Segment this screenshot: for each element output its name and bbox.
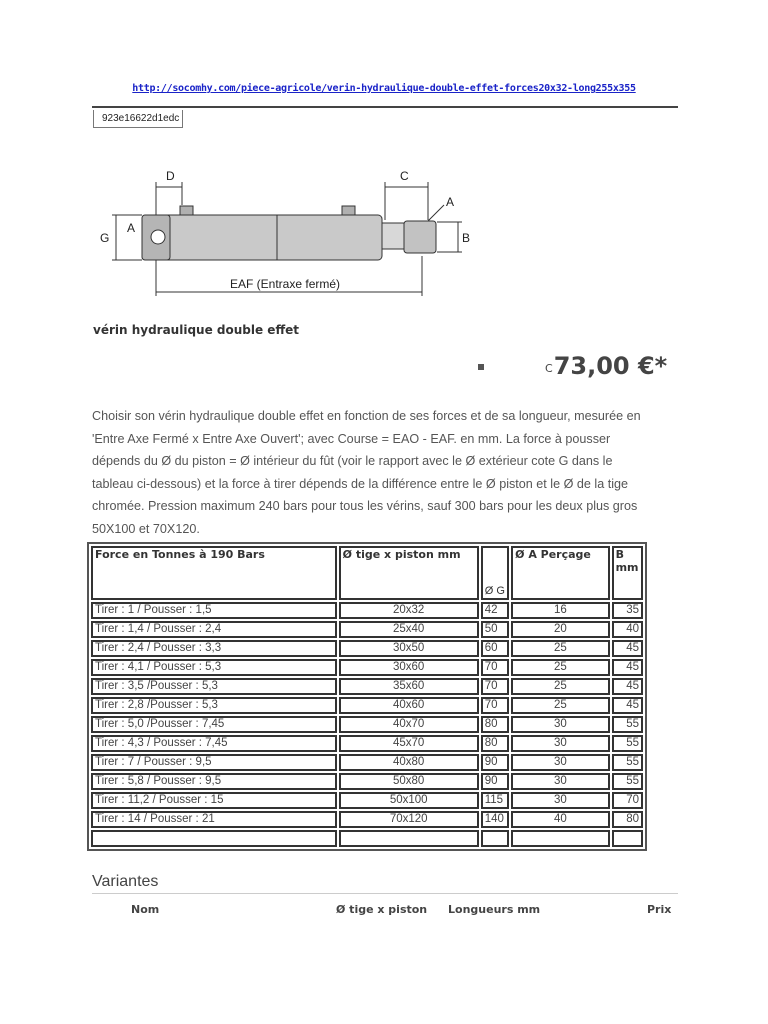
cell-tige-piston (339, 830, 479, 847)
cell-a-percage: 30 (511, 792, 609, 809)
table-row (91, 811, 643, 828)
cell-g: 60 (481, 640, 509, 657)
label-g: G (100, 231, 110, 245)
table-row (91, 678, 643, 695)
description-line: tableau ci-dessous) et la force à tirer dépends de la différence entre le Ø piston et le Ø de la tige (92, 476, 629, 491)
spec-table-body (91, 602, 643, 847)
cell-tige-piston: 40x80 (339, 754, 479, 771)
description-line: chromée. Pression maximum 240 bars pour tous les vérins, sauf 300 bars pour les deux plus gros (92, 499, 638, 513)
cell-b: 45 (612, 659, 643, 676)
cylinder-barrel (142, 215, 382, 260)
cell-a-percage: 16 (511, 602, 609, 619)
cell-a-percage: 30 (511, 735, 609, 752)
cell-tige-piston: 50x80 (339, 773, 479, 790)
label-c: C (400, 169, 409, 183)
cell-a-percage: 25 (511, 640, 609, 657)
variantes-divider (92, 893, 678, 894)
variantes-col-tige[interactable]: Ø tige x piston (336, 903, 428, 916)
price-block (545, 352, 667, 380)
table-row (91, 792, 643, 809)
table-row (91, 621, 643, 638)
table-row (91, 697, 643, 714)
top-divider (92, 106, 678, 108)
cell-g: 90 (481, 773, 509, 790)
port-right (342, 206, 355, 215)
cell-tige-piston: 20x32 (339, 602, 479, 619)
cell-force: Tirer : 2,4 / Pousser : 3,3 (91, 640, 337, 657)
header-tige-piston: Ø tige x piston mm (339, 546, 479, 600)
cell-force: Tirer : 5,8 / Pousser : 9,5 (91, 773, 337, 790)
cell-force: Tirer : 3,5 /Pousser : 5,3 (91, 678, 337, 695)
cell-tige-piston: 45x70 (339, 735, 479, 752)
description-line: dépends du Ø du piston = Ø intérieur du fût (voir le rapport avec le Ø extérieur cote G dans le (92, 454, 613, 468)
cell-tige-piston: 30x50 (339, 640, 479, 657)
cell-g (481, 830, 509, 847)
cell-force (91, 830, 337, 847)
cell-g: 42 (481, 602, 509, 619)
cell-force: Tirer : 4,1 / Pousser : 5,3 (91, 659, 337, 676)
cell-b: 45 (612, 678, 643, 695)
cell-b: 40 (612, 621, 643, 638)
cell-b (612, 830, 643, 847)
rod-eye (404, 221, 436, 253)
description-line: 50X100 et 70X120. (92, 521, 200, 536)
cell-a-percage: 30 (511, 773, 609, 790)
variantes-col-nom[interactable]: Nom (131, 903, 160, 916)
cell-tige-piston: 70x120 (339, 811, 479, 828)
cell-force: Tirer : 11,2 / Pousser : 15 (91, 792, 337, 809)
cell-tige-piston: 25x40 (339, 621, 479, 638)
cell-b: 55 (612, 735, 643, 752)
cell-a-percage (511, 830, 609, 847)
cell-g: 115 (481, 792, 509, 809)
cell-g: 80 (481, 716, 509, 733)
cell-a-percage: 25 (511, 697, 609, 714)
cell-a-percage: 40 (511, 811, 609, 828)
cell-a-percage: 25 (511, 678, 609, 695)
description-line: Choisir son vérin hydraulique double effet en fonction de ses forces et de sa longueur, mesurée en (92, 409, 641, 423)
table-row (91, 602, 643, 619)
port-left (180, 206, 193, 215)
header-force: Force en Tonnes à 190 Bars (91, 546, 337, 600)
spec-table-header (91, 546, 643, 600)
header-a-percage: Ø A Perçage (511, 546, 609, 600)
cell-g: 90 (481, 754, 509, 771)
table-row (91, 830, 643, 847)
cell-b: 55 (612, 773, 643, 790)
table-row (91, 659, 643, 676)
description-line: 'Entre Axe Fermé x Entre Axe Ouvert'; avec Course = EAO - EAF. en mm. La force à pousser (92, 431, 611, 446)
table-row (91, 716, 643, 733)
cell-tige-piston: 40x70 (339, 716, 479, 733)
header-b: B mm (612, 546, 643, 600)
cell-a-percage: 30 (511, 754, 609, 771)
cell-force: Tirer : 1,4 / Pousser : 2,4 (91, 621, 337, 638)
label-eaf: EAF (Entraxe fermé) (230, 277, 341, 291)
cell-b: 55 (612, 754, 643, 771)
price-bullet (478, 364, 484, 370)
cell-tige-piston: 40x60 (339, 697, 479, 714)
label-a-cap: A (127, 221, 136, 235)
table-row (91, 754, 643, 771)
spec-table (87, 542, 647, 851)
price-value: 73,00 €* (553, 352, 668, 380)
cell-b: 35 (612, 602, 643, 619)
label-b: B (462, 231, 471, 245)
cell-g: 80 (481, 735, 509, 752)
header-g: Ø G (481, 546, 509, 600)
cell-b: 45 (612, 640, 643, 657)
cell-a-percage: 30 (511, 716, 609, 733)
cell-force: Tirer : 1 / Pousser : 1,5 (91, 602, 337, 619)
cell-tige-piston: 50x100 (339, 792, 479, 809)
currency-prefix: C (545, 362, 553, 375)
label-a-rod: A (446, 195, 455, 209)
variantes-col-longueurs[interactable]: Longueurs mm (448, 903, 541, 916)
eye-hole (151, 230, 165, 244)
piston-rod (382, 223, 404, 249)
cell-force: Tirer : 5,0 /Pousser : 7,45 (91, 716, 337, 733)
cell-g: 70 (481, 697, 509, 714)
table-row (91, 735, 643, 752)
document-id-box: 923e16622d1edc (93, 110, 183, 128)
cell-force: Tirer : 4,3 / Pousser : 7,45 (91, 735, 337, 752)
cell-force: Tirer : 14 / Pousser : 21 (91, 811, 337, 828)
cell-force: Tirer : 2,8 /Pousser : 5,3 (91, 697, 337, 714)
cell-b: 55 (612, 716, 643, 733)
product-title: vérin hydraulique double effet (93, 323, 300, 337)
variantes-heading: Variantes (92, 873, 159, 890)
variantes-col-prix[interactable]: Prix (647, 903, 672, 916)
cell-tige-piston: 30x60 (339, 659, 479, 676)
a-leader-line (428, 205, 444, 221)
cell-b: 70 (612, 792, 643, 809)
label-d: D (166, 169, 175, 183)
cell-g: 70 (481, 659, 509, 676)
cell-g: 140 (481, 811, 509, 828)
source-url-link[interactable]: http://socomhy.com/piece-agricole/verin-hydraulique-double-effet-forces20x32-long255x355 (132, 83, 636, 94)
cell-force: Tirer : 7 / Pousser : 9,5 (91, 754, 337, 771)
cell-tige-piston: 35x60 (339, 678, 479, 695)
cell-a-percage: 20 (511, 621, 609, 638)
cylinder-diagram (92, 160, 472, 300)
product-description (92, 405, 678, 540)
cell-a-percage: 25 (511, 659, 609, 676)
cell-b: 80 (612, 811, 643, 828)
table-row (91, 773, 643, 790)
cell-g: 50 (481, 621, 509, 638)
table-row (91, 640, 643, 657)
cell-g: 70 (481, 678, 509, 695)
cell-b: 45 (612, 697, 643, 714)
